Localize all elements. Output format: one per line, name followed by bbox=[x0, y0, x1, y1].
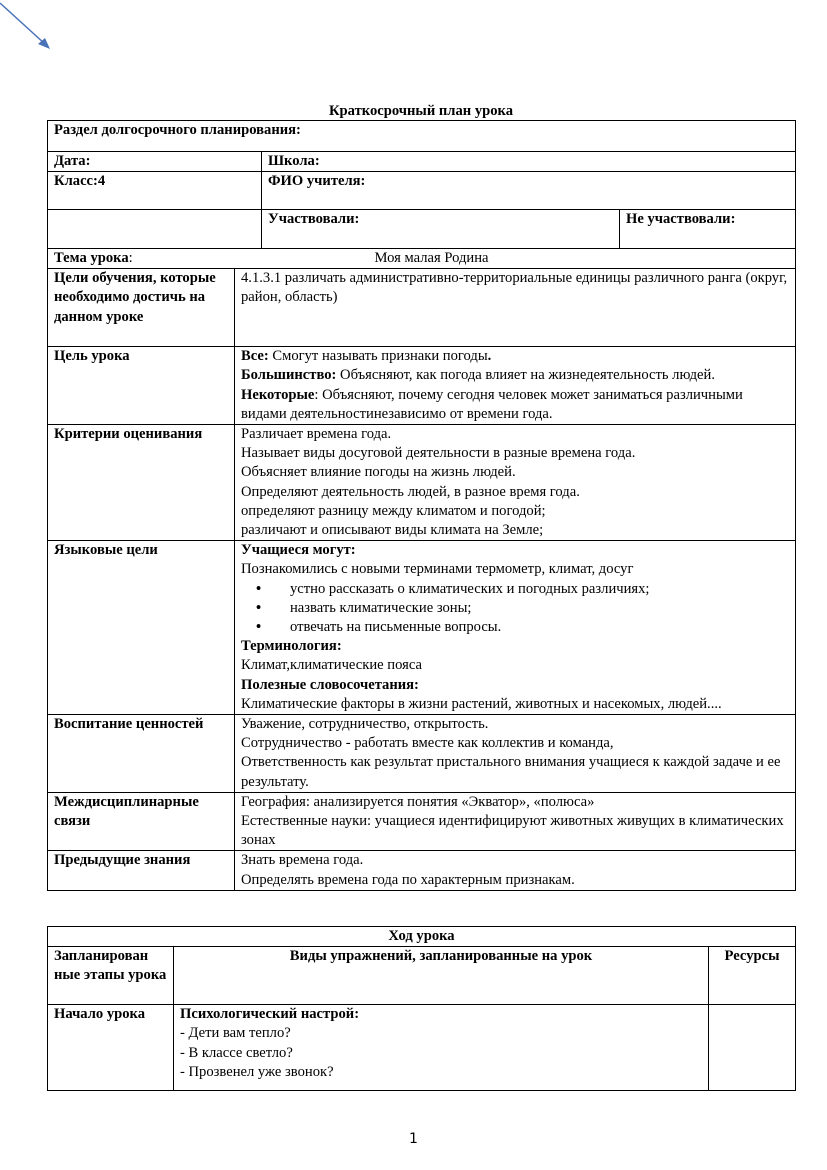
goals-label: Цели обучения, которые необходимо достичь на данном уроке bbox=[48, 269, 235, 347]
activities-header: Виды упражнений, запланированные на урок bbox=[174, 947, 709, 1005]
criteria-line: различают и описывают виды климата на Земле; bbox=[241, 522, 544, 539]
all-dot: . bbox=[487, 348, 492, 365]
date-label: Дата: bbox=[48, 152, 262, 172]
school-label: Школа: bbox=[262, 152, 796, 172]
language-bullets bbox=[241, 580, 789, 638]
criteria-line: Определяют деятельность людей, в разное время года. bbox=[241, 483, 580, 500]
participated-label: Участвовали: bbox=[262, 210, 620, 249]
lesson-goal-content bbox=[235, 347, 796, 425]
prior-line: Определять времена года по характерным признакам. bbox=[241, 871, 575, 888]
class-label: Класс:4 bbox=[48, 172, 262, 210]
values-content bbox=[235, 715, 796, 793]
terminology-label: Терминология: bbox=[241, 638, 342, 655]
interdisciplinary-label: Междисциплинарные связи bbox=[48, 792, 235, 851]
mood-line: - Дети вам тепло? bbox=[180, 1025, 291, 1042]
some-label: Некоторые bbox=[241, 386, 315, 403]
language-intro: Познакомились с новыми терминами термометр, климат, досуг bbox=[241, 561, 634, 578]
all-text: Смогут называть признаки погоды bbox=[268, 348, 488, 365]
interdisciplinary-line: Естественные науки: учащиеся идентифицируют животных живущих в климатических зонах bbox=[241, 813, 784, 849]
teacher-label: ФИО учителя: bbox=[262, 172, 796, 210]
values-line: Уважение, сотрудничество, открытость. bbox=[241, 716, 489, 733]
language-content bbox=[235, 541, 796, 715]
interdisciplinary-content bbox=[235, 792, 796, 851]
values-label: Воспитание ценностей bbox=[48, 715, 235, 793]
arrow-shape bbox=[0, 0, 60, 60]
terminology-text: Климат,климатические пояса bbox=[241, 657, 422, 674]
criteria-content bbox=[235, 425, 796, 541]
resources-header: Ресурсы bbox=[709, 947, 796, 1005]
topic-value: Моя малая Родина bbox=[374, 250, 489, 266]
all-label: Все: bbox=[241, 348, 269, 365]
mood-line: - В классе светло? bbox=[180, 1044, 293, 1061]
most-text: Объясняют, как погода влияет на жизнедеятельность людей. bbox=[336, 367, 715, 384]
topic-row bbox=[48, 249, 796, 269]
not-participated-label: Не участвовали: bbox=[620, 210, 796, 249]
start-stage: Начало урока bbox=[48, 1005, 174, 1091]
prior-content bbox=[235, 851, 796, 890]
page-number: 1 bbox=[409, 1131, 418, 1147]
start-activities bbox=[174, 1005, 709, 1091]
topic-label: Тема урока bbox=[54, 250, 129, 266]
section-label: Раздел долгосрочного планирования: bbox=[48, 121, 796, 152]
empty-cell bbox=[48, 210, 262, 249]
prior-line: Знать времена года. bbox=[241, 852, 364, 869]
lesson-flow-heading: Ход урока bbox=[48, 927, 796, 947]
phrases-label: Полезные словосочетания: bbox=[241, 676, 419, 693]
goals-text: 4.1.3.1 различать административно-территориальные единицы различного ранга (округ, район, область) bbox=[235, 269, 796, 347]
language-label: Языковые цели bbox=[48, 541, 235, 715]
topic-colon: : bbox=[128, 250, 133, 266]
criteria-line: определяют разницу между климатом и погодой; bbox=[241, 502, 546, 519]
stages-header: Запланирован ные этапы урока bbox=[48, 947, 174, 1005]
lesson-goal-label: Цель урока bbox=[48, 347, 235, 425]
some-text: : Объясняют, почему сегодня человек может заниматься различными видами деятельностинезависимо от времени года. bbox=[241, 386, 743, 422]
criteria-line: Называет виды досуговой деятельности в разные времена года. bbox=[241, 445, 636, 462]
mood-line: - Прозвенел уже звонок? bbox=[180, 1063, 334, 1080]
mood-heading: Психологический настрой: bbox=[180, 1006, 360, 1023]
interdisciplinary-line: География: анализируется понятия «Экватор», «полюса» bbox=[241, 793, 595, 810]
bullet-item: • назвать климатические зоны; bbox=[290, 599, 789, 618]
start-resources bbox=[709, 1005, 796, 1091]
most-label: Большинство: bbox=[241, 367, 337, 384]
lesson-details-table bbox=[47, 248, 796, 891]
bullet-item: • отвечать на письменные вопросы. bbox=[290, 618, 789, 637]
criteria-line: Объясняет влияние погоды на жизнь людей. bbox=[241, 464, 516, 481]
lesson-flow-table bbox=[47, 926, 796, 1091]
criteria-line: Различает времена года. bbox=[241, 426, 392, 443]
bullet-item: • устно рассказать о климатических и погодных различиях; bbox=[290, 580, 789, 599]
document-title: Краткосрочный план урока bbox=[328, 103, 514, 119]
criteria-label: Критерии оценивания bbox=[48, 425, 235, 541]
phrases-text: Климатические факторы в жизни растений, животных и насекомых, людей.... bbox=[241, 695, 722, 712]
can-label: Учащиеся могут: bbox=[241, 542, 356, 559]
prior-label: Предыдущие знания bbox=[48, 851, 235, 890]
values-line: Сотрудничество - работать вместе как коллектив и команда, bbox=[241, 735, 614, 752]
values-line: Ответственность как результат пристального внимания учащиеся к каждой задаче и ее результату. bbox=[241, 754, 781, 790]
header-table bbox=[47, 120, 796, 249]
